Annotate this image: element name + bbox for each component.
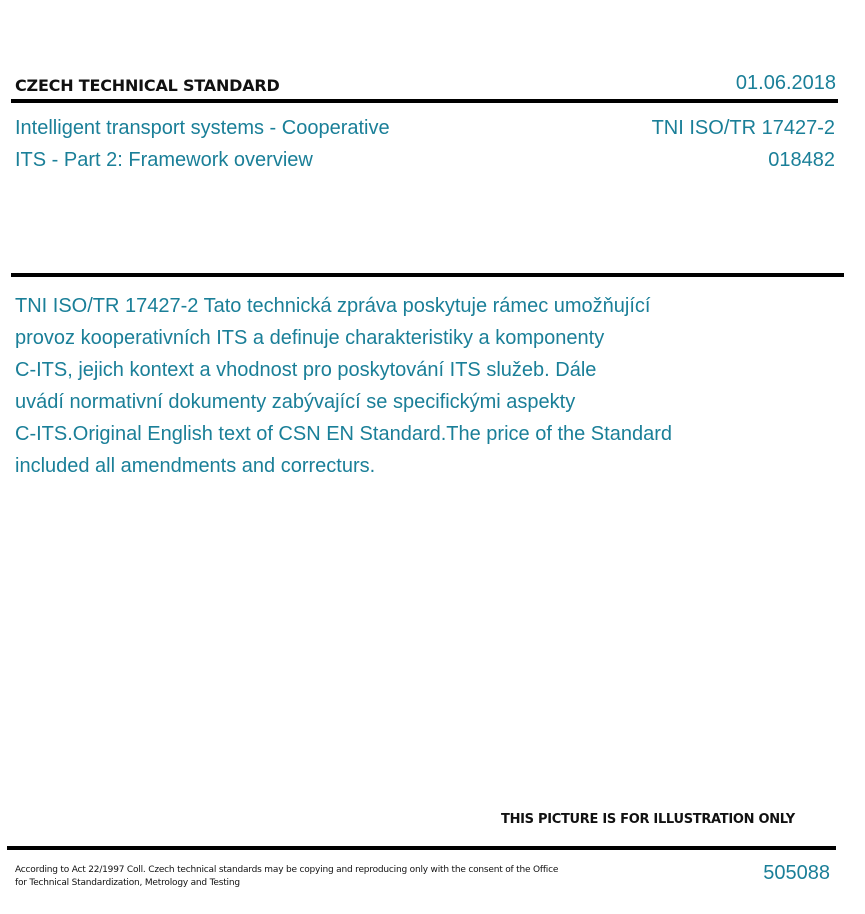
standard-title-line-1: Intelligent transport systems - Cooperative	[15, 117, 390, 139]
title-divider	[11, 273, 844, 277]
publication-date: 01.06.2018	[735, 72, 836, 94]
abstract-line: C-ITS, jejich kontext a vhodnost pro poskytování ITS služeb. Dále	[15, 359, 597, 381]
abstract-line: uvádí normativní dokumenty zabývající se specifickými aspekty	[15, 391, 576, 413]
footnote-line: According to Act 22/1997 Coll. Czech technical standards may be copying and reproducing only with the consent of the Office	[15, 865, 559, 875]
standard-designation: TNI ISO/TR 17427-2	[651, 117, 835, 139]
abstract-line: TNI ISO/TR 17427-2 Tato technická zpráva poskytuje rámec umožňující	[15, 295, 651, 317]
footnote-line: for Technical Standardization, Metrology and Testing	[15, 878, 240, 888]
catalog-number: 018482	[768, 149, 835, 171]
document-type-label: CZECH TECHNICAL STANDARD	[15, 76, 280, 95]
abstract-line: provoz kooperativních ITS a definuje charakteristiky a komponenty	[15, 327, 605, 349]
illustration-disclaimer: THIS PICTURE IS FOR ILLUSTRATION ONLY	[501, 812, 795, 827]
standard-title-line-2: ITS - Part 2: Framework overview	[15, 149, 313, 171]
copyright-footnote	[15, 864, 558, 890]
header-divider	[11, 99, 838, 103]
abstract-line: included all amendments and correcturs.	[15, 455, 376, 477]
footer-divider	[7, 846, 836, 850]
abstract-line: C-ITS.Original English text of CSN EN Standard.The price of the Standard	[15, 423, 672, 445]
footer-code: 505088	[763, 862, 830, 884]
abstract-text	[15, 290, 735, 482]
